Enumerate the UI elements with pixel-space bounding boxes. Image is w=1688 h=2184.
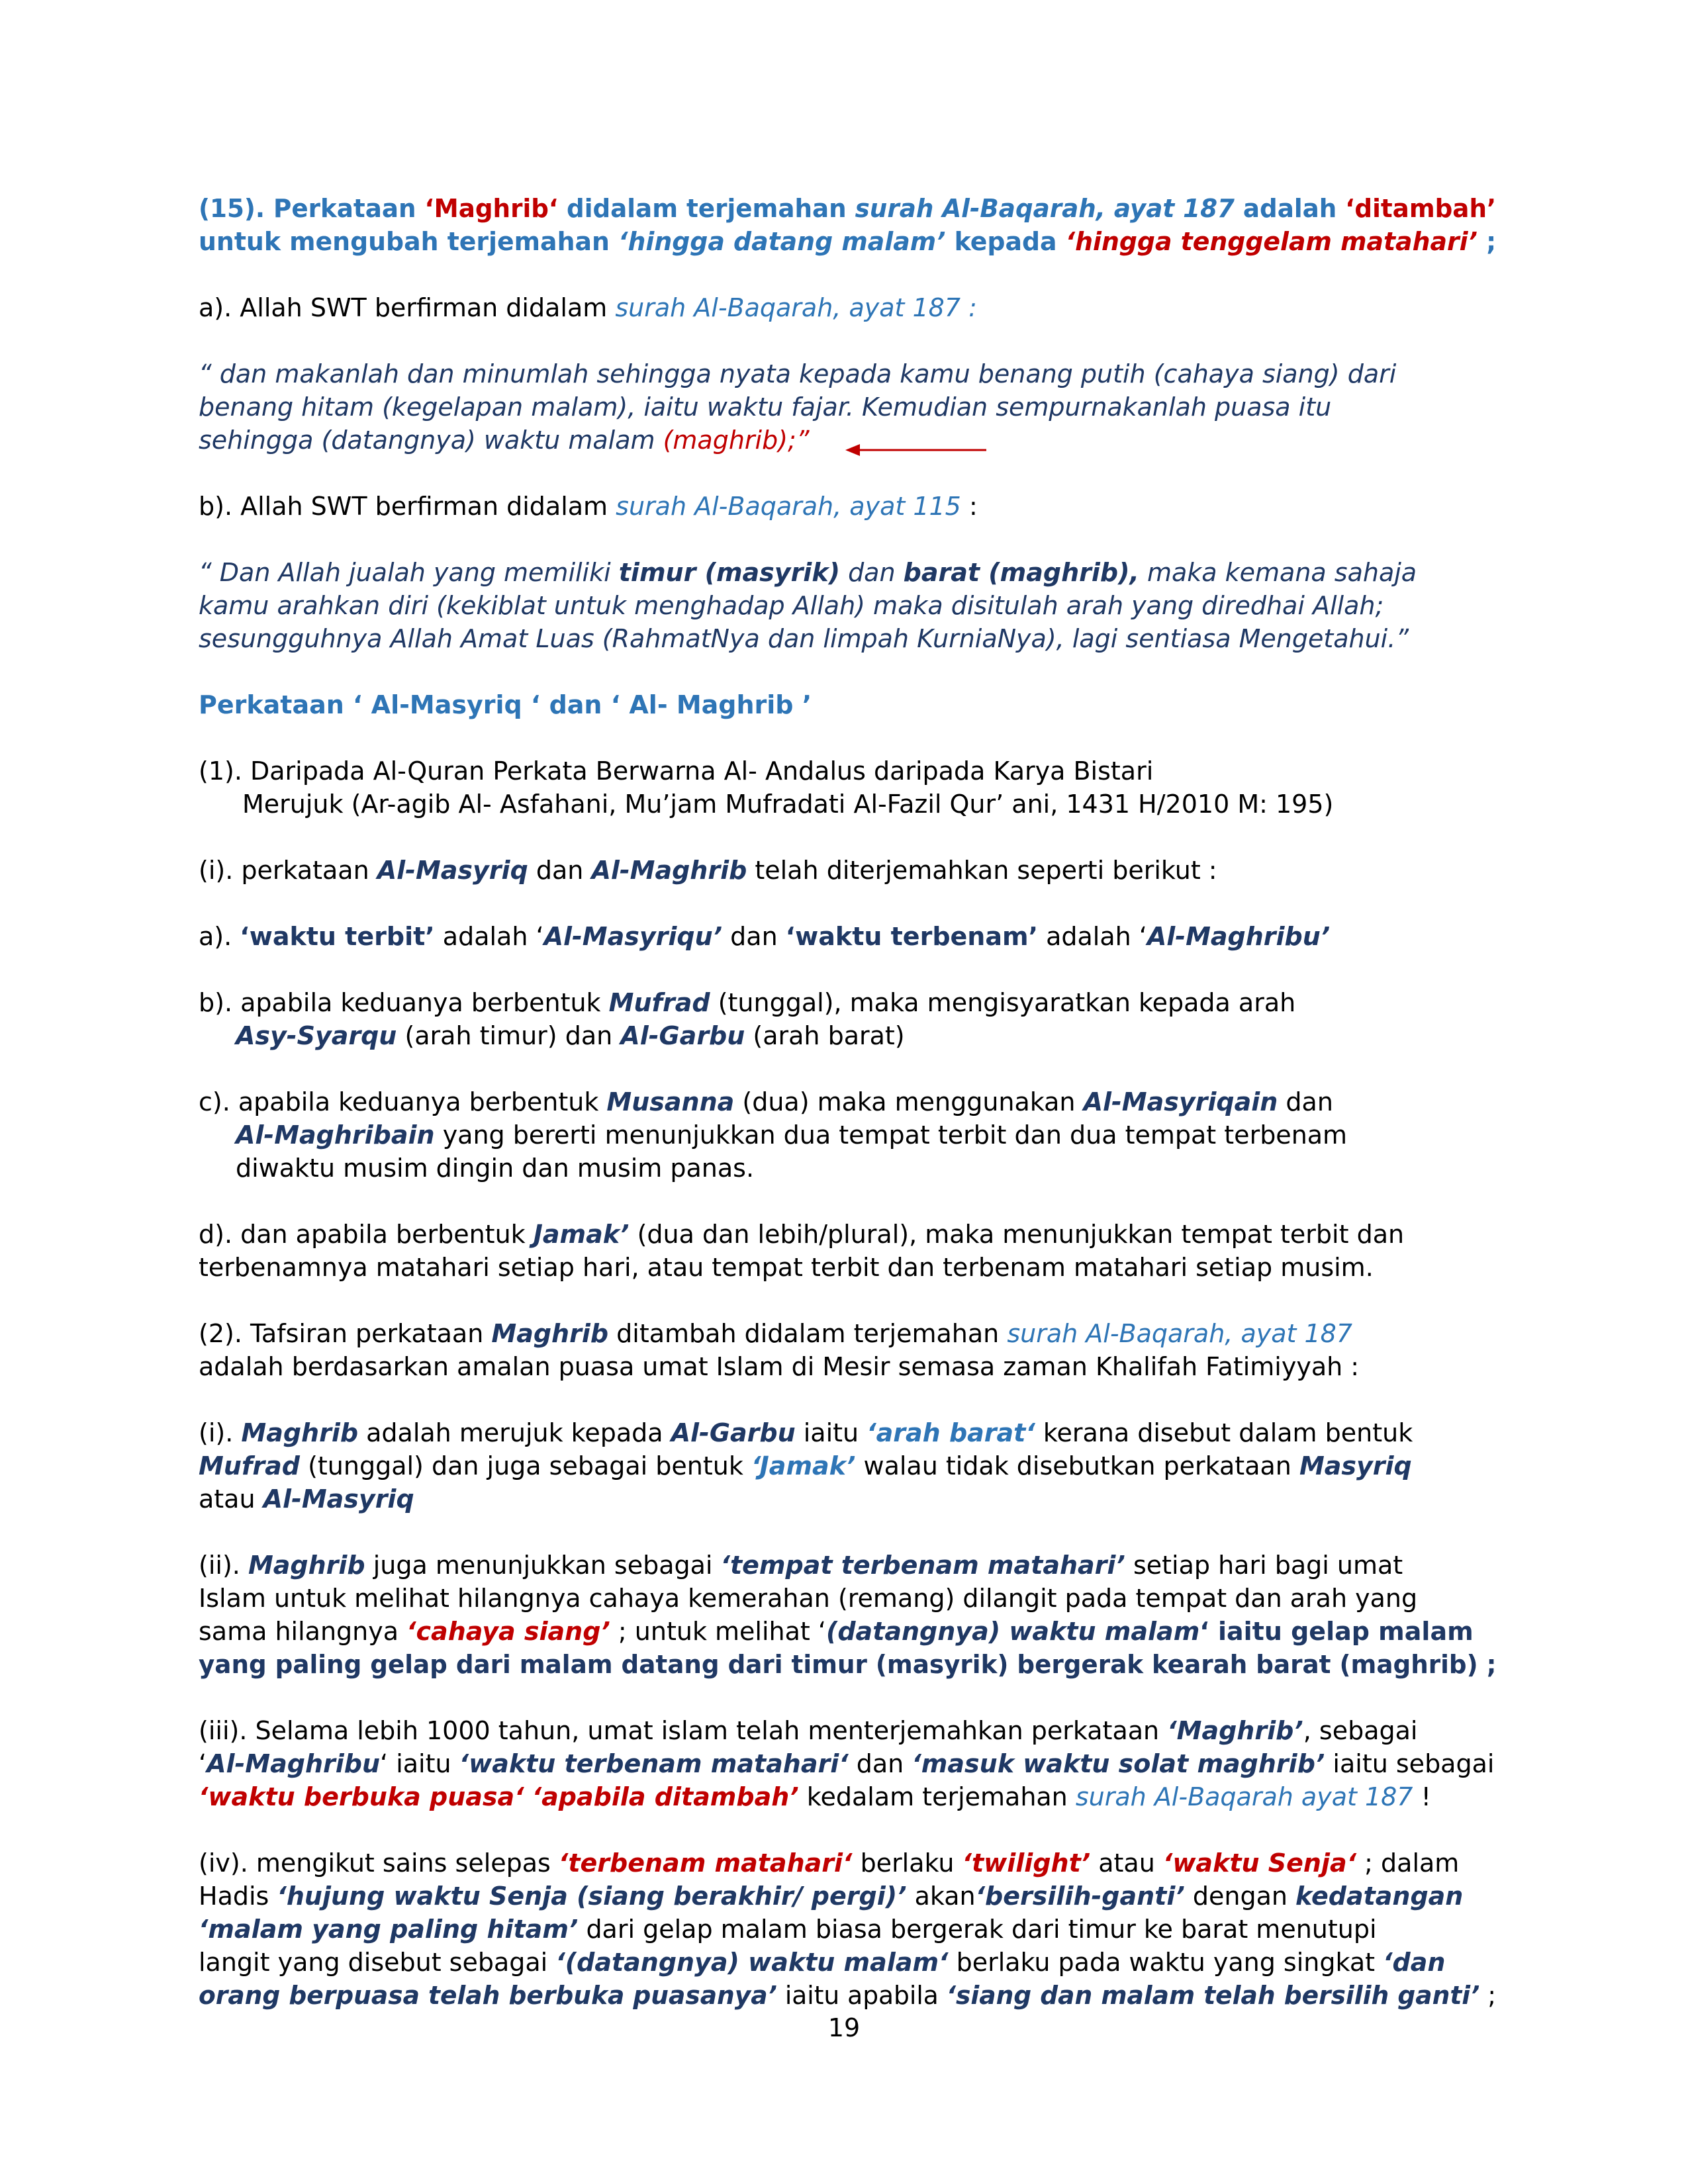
- text: (iii). Selama lebih 1000 tahun, umat islam telah menterjemahkan perkataan: [199, 1716, 1168, 1745]
- point-i2-line-1: [199, 1416, 1496, 1449]
- text: (1). Daripada Al-Quran Perkata Berwarna Al- Andalus daripada Karya Bistari: [199, 756, 1154, 786]
- heading-15-line-1: [199, 192, 1497, 225]
- text: (2). Tafsiran perkataan: [199, 1319, 492, 1348]
- term: Masyriq: [1299, 1451, 1412, 1480]
- term: ‘waktu terbit’: [240, 922, 435, 951]
- text: :: [961, 492, 978, 521]
- paragraph-a: [199, 291, 1496, 324]
- text: d). dan apabila berbentuk: [199, 1220, 534, 1249]
- term: ‘arah barat‘: [867, 1418, 1035, 1447]
- heading-keyword: ‘ditambah’: [1345, 194, 1497, 223]
- text: berlaku pada waktu yang singkat: [948, 1948, 1383, 1977]
- section-subheading: [199, 688, 1496, 721]
- quote-2-line-2: [199, 589, 1496, 622]
- text: adalah merujuk kepada: [358, 1418, 671, 1447]
- term: Mufrad: [608, 988, 710, 1017]
- text: Merujuk (Ar-agib Al- Asfahani, Mu’jam Mufradati Al-Fazil Qur’ ani, 1431 H/2010 M: 195): [242, 790, 1334, 819]
- text: dari gelap malam biasa bergerak dari timur ke barat menutupi: [578, 1915, 1377, 1944]
- point-iv-line-1: [199, 1846, 1496, 1880]
- term: Al-Garbu: [671, 1418, 796, 1447]
- heading-reference: surah Al-Baqarah, ayat 187: [855, 194, 1235, 223]
- point-iii-line-1: [199, 1714, 1496, 1747]
- text: terbenamnya matahari setiap hari, atau tempat terbit dan terbenam matahari setiap musim.: [199, 1253, 1374, 1282]
- text: telah diterjemahkan seperti berikut :: [747, 856, 1217, 885]
- term: ‘waktu Senja‘: [1162, 1848, 1357, 1878]
- text: ‘: [199, 1749, 207, 1778]
- text: (i). perkataan: [199, 856, 377, 885]
- heading-text: untuk mengubah terjemahan: [199, 227, 619, 256]
- text: adalah ‘: [434, 922, 544, 951]
- point-a: [199, 920, 1496, 953]
- point-i: [199, 854, 1496, 887]
- text: iaitu: [795, 1418, 867, 1447]
- point-i2-line-3: [199, 1482, 1496, 1516]
- text: a). Allah SWT berfirman didalam: [199, 293, 616, 322]
- point-2-line-1: [199, 1317, 1496, 1350]
- point-iv-line-4: [199, 1946, 1496, 1979]
- term: Al-Maghribu: [207, 1749, 381, 1778]
- term: Al-Garbu: [620, 1021, 745, 1050]
- page-number: 19: [827, 2013, 861, 2042]
- bold-text: yang paling gelap dari malam datang dari timur (masyrik) bergerak kearah barat (maghrib) ;: [199, 1650, 1497, 1679]
- term: ‘bersilih-ganti’: [975, 1882, 1185, 1911]
- point-1-line-1: [199, 754, 1496, 788]
- text: , sebagai: [1303, 1716, 1418, 1745]
- term: ‘(datangnya) waktu malam‘: [555, 1948, 949, 1977]
- point-iii-line-3: [199, 1780, 1496, 1813]
- text: ; untuk melihat ‘: [610, 1617, 826, 1646]
- term: Maghrib: [248, 1551, 365, 1580]
- text: akan: [906, 1882, 976, 1911]
- term: (datangnya) waktu malam: [825, 1617, 1200, 1646]
- term: Al-Masyriq: [377, 856, 528, 885]
- point-c-line-2: [199, 1118, 1496, 1152]
- text: dan: [848, 1749, 912, 1778]
- text: Islam untuk melihat hilangnya cahaya kemerahan (remang) dilangit pada tempat dan arah yang: [199, 1584, 1418, 1613]
- text: dan: [528, 856, 592, 885]
- text: (tunggal), maka mengisyaratkan kepada arah: [710, 988, 1296, 1017]
- text: kedalam terjemahan: [798, 1782, 1076, 1811]
- term: ‘hujung waktu Senja (siang berakhir/ pergi)’: [277, 1882, 907, 1911]
- quote-text: maka kemana sahaja: [1139, 558, 1417, 587]
- text: iaitu apabila: [776, 1981, 947, 2010]
- quote-1-line-2: [199, 390, 1496, 424]
- term: ‘tempat terbenam matahari’: [720, 1551, 1125, 1580]
- term: ‘twilight’: [962, 1848, 1091, 1878]
- term: ‘apabila ditambah’: [532, 1782, 799, 1811]
- text: kerana disebut dalam bentuk: [1035, 1418, 1413, 1447]
- document-page: [199, 192, 1496, 2012]
- term: ‘terbenam matahari‘: [558, 1848, 853, 1878]
- term: orang berpuasa telah berbuka puasanya’: [199, 1981, 777, 2010]
- pointer-arrow-icon: [844, 437, 990, 463]
- quote-highlight: (maghrib);”: [663, 426, 810, 455]
- point-b-line-2: [199, 1019, 1496, 1052]
- point-b-line-1: [199, 986, 1496, 1019]
- term: Al-Masyriq: [263, 1484, 414, 1514]
- text: ditambah didalam terjemahan: [608, 1319, 1008, 1348]
- heading-text: didalam terjemahan: [558, 194, 855, 223]
- quote-text: sesungguhnya Allah Amat Luas (RahmatNya dan limpah KurniaNya), lagi sentiasa Mengetahui.”: [199, 624, 1409, 653]
- text: setiap hari bagi umat: [1125, 1551, 1403, 1580]
- quote-text: “ dan makanlah dan minumlah sehingga nyata kepada kamu benang putih (cahaya siang) dari: [199, 359, 1397, 388]
- quote-2-line-3: [199, 622, 1496, 655]
- quote-1-line-1: [199, 357, 1496, 390]
- heading-text: (15). Perkataan: [199, 194, 425, 223]
- text: (iv). mengikut sains selepas: [199, 1848, 559, 1878]
- term: kedatangan: [1295, 1882, 1464, 1911]
- text: ;: [1479, 1981, 1497, 2010]
- text: (i).: [199, 1418, 242, 1447]
- quote-text: “ Dan Allah jualah yang memiliki: [199, 558, 619, 587]
- quote-text: kamu arahkan diri (kekiblat untuk menghadap Allah) maka disitulah arah yang diredhai Allah;: [199, 591, 1384, 620]
- term: Al-Masyriqu’: [543, 922, 723, 951]
- term: ‘siang dan malam telah bersilih ganti’: [946, 1981, 1480, 2010]
- paragraph-b: [199, 490, 1496, 523]
- term: Al-Masyriqain: [1083, 1087, 1278, 1116]
- quote-2-line-1: [199, 556, 1496, 589]
- term: ‘waktu berbuka puasa‘: [199, 1782, 524, 1811]
- term: Al-Maghrib: [591, 856, 747, 885]
- text: [524, 1782, 532, 1811]
- quote-text: dan: [839, 558, 904, 587]
- quote-bold: timur (masyrik): [618, 558, 840, 587]
- text: (tunggal) dan juga sebagai bentuk: [299, 1451, 751, 1480]
- text: (dua) maka menggunakan: [734, 1087, 1084, 1116]
- term: ‘waktu terbenam’: [785, 922, 1039, 951]
- point-iv-line-3: [199, 1913, 1496, 1946]
- heading-keyword: ‘Maghrib‘: [424, 194, 559, 223]
- term: Musanna: [606, 1087, 735, 1116]
- point-i2-line-2: [199, 1449, 1496, 1482]
- text: adalah ‘: [1038, 922, 1147, 951]
- term: Maghrib: [241, 1418, 359, 1447]
- bold-text: ‘ iaitu gelap malam: [1199, 1617, 1474, 1646]
- text: berlaku: [852, 1848, 962, 1878]
- point-iv-line-2: [199, 1880, 1496, 1913]
- point-d-line-2: [199, 1251, 1496, 1284]
- text: atau: [199, 1484, 263, 1514]
- point-ii-line-3: [199, 1615, 1496, 1648]
- point-c-line-3: [199, 1152, 1496, 1185]
- text: ‘ iaitu: [380, 1749, 459, 1778]
- point-iv-line-5: [199, 1979, 1497, 2012]
- text: ; dalam: [1356, 1848, 1460, 1878]
- text: Hadis: [199, 1882, 277, 1911]
- point-1-line-2: [199, 788, 1496, 821]
- term: Mufrad: [199, 1451, 300, 1480]
- text: atau: [1090, 1848, 1163, 1878]
- heading-phrase: ‘hingga tenggelam matahari’: [1065, 227, 1477, 256]
- text: (arah barat): [745, 1021, 905, 1050]
- term: Al-Maghribu’: [1147, 922, 1331, 951]
- term: Al-Maghribain: [236, 1120, 435, 1150]
- text: b). apabila keduanya berbentuk: [199, 988, 609, 1017]
- point-iii-line-2: [199, 1747, 1496, 1780]
- term: ‘Maghrib’: [1167, 1716, 1303, 1745]
- text: dengan: [1184, 1882, 1296, 1911]
- quote-bold: barat (maghrib),: [903, 558, 1139, 587]
- text: b). Allah SWT berfirman didalam: [199, 492, 616, 521]
- surah-reference: surah Al-Baqarah ayat 187: [1075, 1782, 1413, 1811]
- text: (ii).: [199, 1551, 248, 1580]
- text: (arah timur) dan: [397, 1021, 621, 1050]
- quote-text: sehingga (datangnya) waktu malam: [199, 426, 663, 455]
- term: ‘waktu terbenam matahari‘: [459, 1749, 849, 1778]
- heading-phrase: ‘hingga datang malam’: [618, 227, 946, 256]
- heading-text: kepada: [945, 227, 1066, 256]
- heading-15-line-2: [199, 225, 1497, 258]
- term: Jamak’: [533, 1220, 630, 1249]
- text: dan: [1278, 1087, 1333, 1116]
- heading-text: adalah: [1234, 194, 1346, 223]
- point-c-line-1: [199, 1085, 1496, 1118]
- subheading-text: Perkataan ‘ Al-Masyriq ‘ dan ‘ Al- Maghrib ’: [199, 690, 812, 719]
- term: Maghrib: [491, 1319, 609, 1348]
- text: sama hilangnya: [199, 1617, 407, 1646]
- term: ‘masuk waktu solat maghrib’: [912, 1749, 1325, 1778]
- term: ‘dan: [1383, 1948, 1446, 1977]
- point-ii-line-4: [199, 1648, 1497, 1681]
- text: langit yang disebut sebagai: [199, 1948, 556, 1977]
- term: Asy-Syarqu: [236, 1021, 397, 1050]
- text: walau tidak disebutkan perkataan: [855, 1451, 1299, 1480]
- text: c). apabila keduanya berbentuk: [199, 1087, 607, 1116]
- point-2-line-2: [199, 1350, 1496, 1383]
- text: adalah berdasarkan amalan puasa umat Islam di Mesir semasa zaman Khalifah Fatimiyyah :: [199, 1352, 1360, 1381]
- surah-reference: surah Al-Baqarah, ayat 115: [616, 492, 961, 521]
- text: iaitu sebagai: [1325, 1749, 1495, 1778]
- text: a).: [199, 922, 240, 951]
- text: (dua dan lebih/plural), maka menunjukkan tempat terbit dan: [629, 1220, 1405, 1249]
- term: ‘malam yang paling hitam’: [199, 1915, 579, 1944]
- text: !: [1413, 1782, 1431, 1811]
- quote-text: benang hitam (kegelapan malam), iaitu waktu fajar. Kemudian sempurnakanlah puasa itu: [199, 392, 1332, 422]
- surah-reference: surah Al-Baqarah, ayat 187: [1007, 1319, 1353, 1348]
- point-d-line-1: [199, 1218, 1496, 1251]
- text: diwaktu musim dingin dan musim panas.: [236, 1154, 755, 1183]
- term: ‘Jamak’: [751, 1451, 856, 1480]
- point-ii-line-1: [199, 1549, 1496, 1582]
- text: yang bererti menunjukkan dua tempat terbit dan dua tempat terbenam: [434, 1120, 1348, 1150]
- surah-reference: surah Al-Baqarah, ayat 187 :: [615, 293, 977, 322]
- text: juga menunjukkan sebagai: [365, 1551, 721, 1580]
- term: ‘cahaya siang’: [406, 1617, 610, 1646]
- point-ii-line-2: [199, 1582, 1496, 1615]
- heading-text: ;: [1477, 227, 1497, 256]
- text: dan: [722, 922, 786, 951]
